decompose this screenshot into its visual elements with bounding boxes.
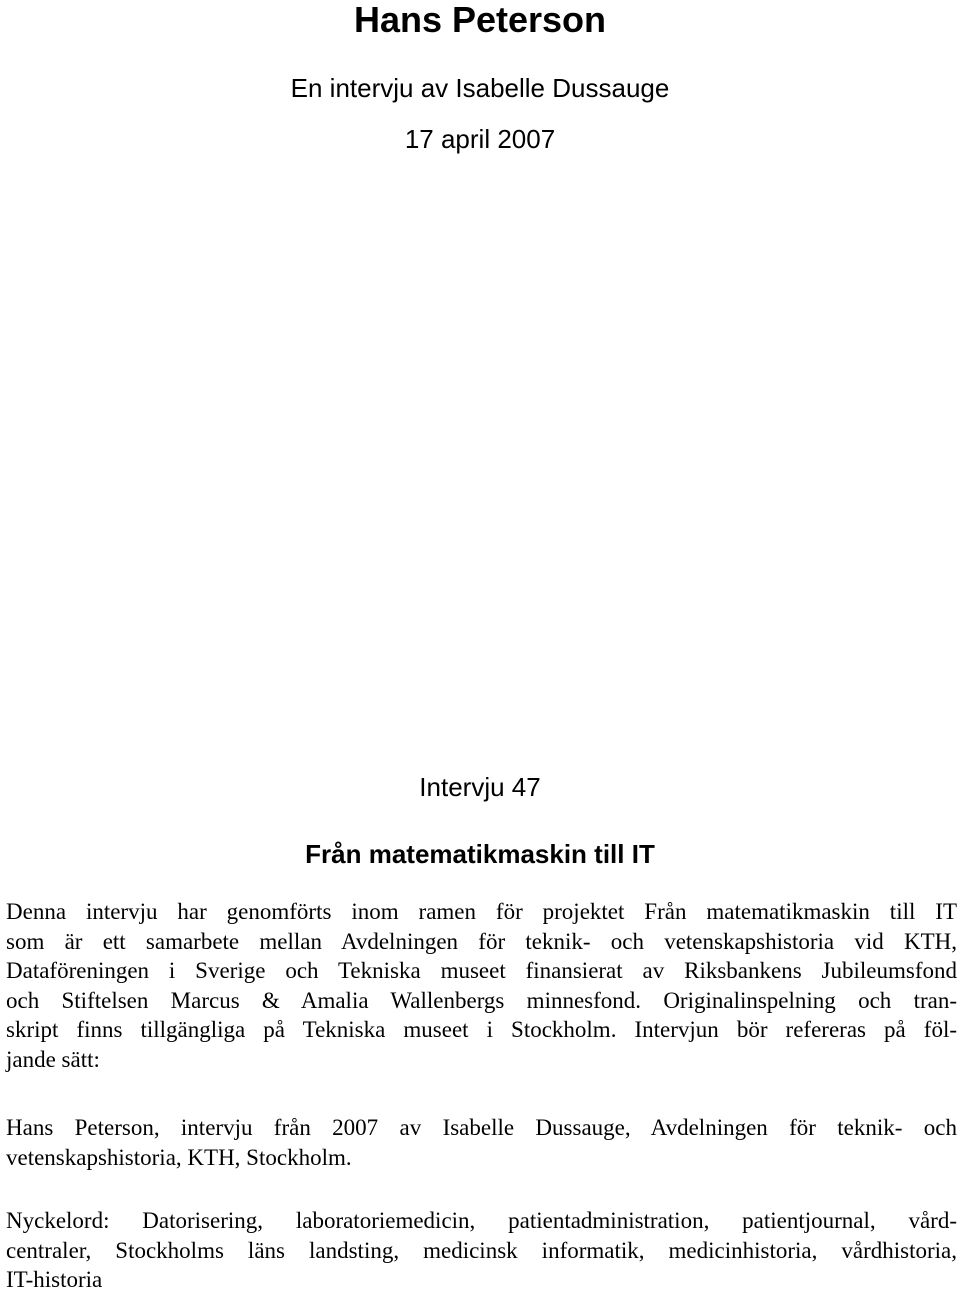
citation-paragraph xyxy=(6,1113,957,1172)
document-subtitle: En intervju av Isabelle Dussauge xyxy=(290,73,670,103)
keywords-line: Nyckelord: Datorisering, laboratoriemedicin, patientadministration, patientjournal, vård- xyxy=(6,1208,957,1233)
document-title: Hans Peterson xyxy=(353,0,607,40)
interview-date: 17 april 2007 xyxy=(404,124,556,154)
keywords-paragraph xyxy=(6,1206,957,1295)
keywords-line: IT-historia xyxy=(6,1267,103,1293)
intro-line: som är ett samarbete mellan Avdelningen för teknik- och vetenskapshistoria vid KTH, xyxy=(6,928,957,954)
intro-line: Dataföreningen i Sverige och Tekniska museet finansierat av Riksbankens Jubileumsfond xyxy=(6,958,957,984)
intro-line: och Stiftelsen Marcus & Amalia Wallenbergs minnesfond. Originalinspelning och tran- xyxy=(6,987,957,1013)
citation-line: vetenskapshistoria, KTH, Stockholm. xyxy=(6,1144,352,1170)
intro-paragraph xyxy=(6,897,957,1075)
keywords-line: centraler, Stockholms läns landsting, medicinsk informatik, medicinhistoria, vårdhistoria, xyxy=(6,1237,957,1263)
project-heading: Från matematikmaskin till IT xyxy=(305,839,655,869)
intro-line: skript finns tillgängliga på Tekniska museet i Stockholm. Intervjun bör refereras på föl- xyxy=(6,1017,957,1043)
citation-line: Hans Peterson, intervju från 2007 av Isabelle Dussauge, Avdelningen för teknik- och xyxy=(6,1115,957,1140)
interview-number: Intervju 47 xyxy=(419,772,541,802)
intro-line: jande sätt: xyxy=(6,1046,100,1072)
intro-line: Denna intervju har genomförts inom ramen för projektet Från matematikmaskin till IT xyxy=(6,899,957,924)
